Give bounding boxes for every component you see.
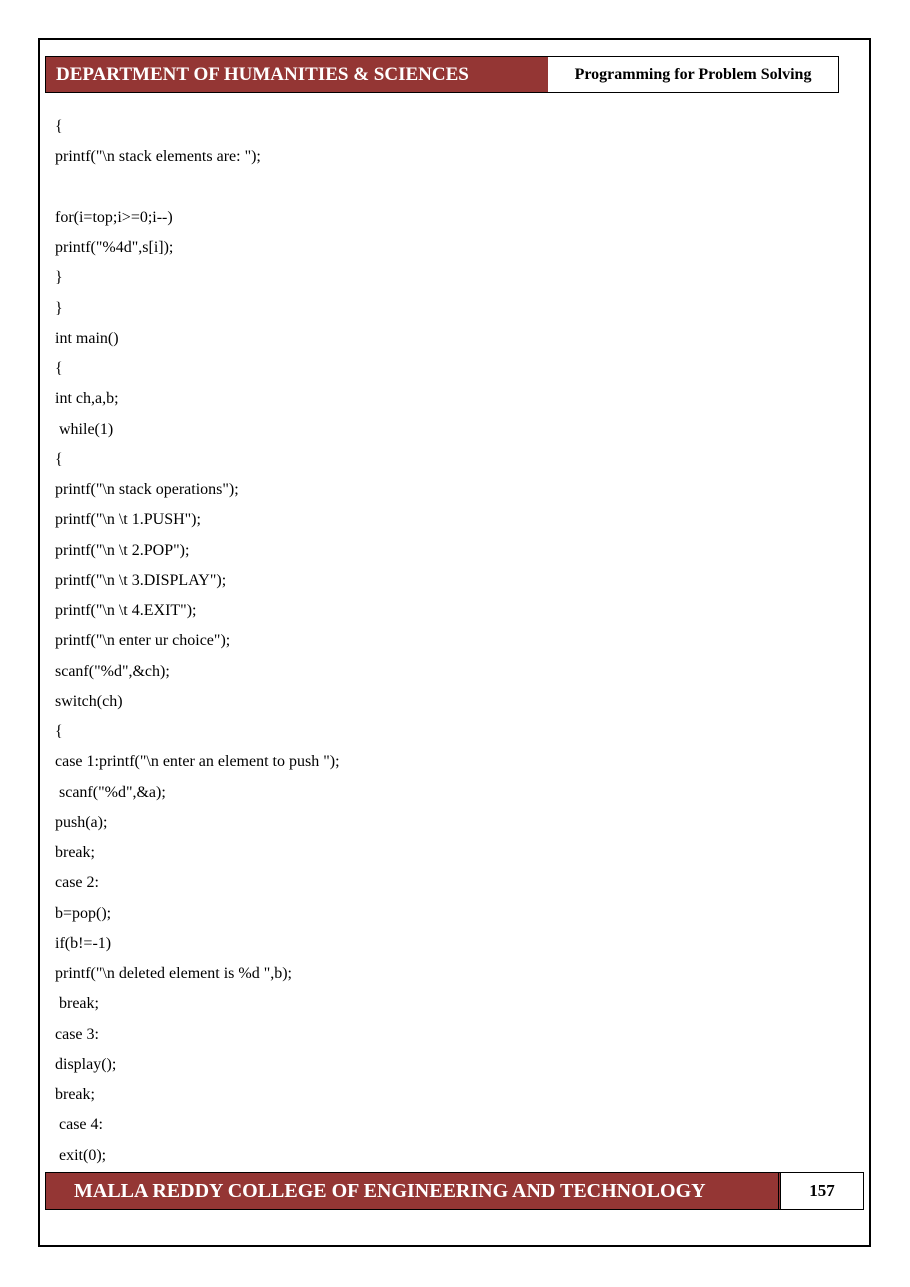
code-line: display(); (55, 1055, 117, 1073)
code-line: while(1) (55, 420, 114, 438)
code-line: exit(0); (55, 1146, 107, 1164)
code-line: break; (55, 1086, 95, 1103)
code-line: push(a); (55, 813, 108, 831)
subject-title: Programming for Problem Solving (548, 57, 838, 92)
code-line: case 3: (55, 1025, 99, 1043)
code-line: { (55, 450, 63, 468)
code-line: scanf("%d",&ch); (55, 662, 170, 680)
code-line: { (55, 118, 63, 135)
code-line: printf("\n stack operations"); (55, 481, 239, 498)
page-number: 157 (781, 1173, 863, 1209)
code-line: { (55, 360, 63, 377)
code-line: case 4: (55, 1116, 103, 1134)
code-line: printf("\n \t 2.POP"); (55, 541, 190, 559)
code-line: case 2: (55, 874, 99, 892)
code-line: scanf("%d",&a); (55, 783, 166, 801)
code-line: printf("\n enter ur choice"); (55, 632, 231, 650)
code-line: for(i=top;i>=0;i--) (55, 208, 173, 226)
code-line: printf("\n \t 3.DISPLAY"); (55, 571, 227, 589)
code-line: break; (55, 844, 95, 861)
code-line: } (55, 269, 63, 287)
code-line: case 1:printf("\n enter an element to push "); (55, 753, 340, 771)
code-line: { (55, 723, 63, 740)
code-line: break; (55, 995, 99, 1013)
code-line: } (55, 299, 63, 317)
page-header (45, 56, 839, 93)
code-line: b=pop(); (55, 904, 112, 922)
code-line: switch(ch) (55, 692, 123, 710)
college-name: MALLA REDDY COLLEGE OF ENGINEERING AND TECHNOLOGY (46, 1173, 781, 1209)
code-listing (55, 112, 835, 1171)
code-line: printf("\n stack elements are: "); (55, 148, 261, 166)
code-line: printf("\n \t 1.PUSH"); (55, 511, 201, 529)
code-line: printf("\n deleted element is %d ",b); (55, 965, 292, 982)
code-line: if(b!=-1) (55, 934, 112, 952)
code-line: printf("%4d",s[i]); (55, 239, 174, 256)
code-line: int ch,a,b; (55, 390, 119, 408)
code-line: int main() (55, 329, 119, 347)
code-line (55, 173, 835, 203)
page-footer (45, 1172, 864, 1210)
department-title: DEPARTMENT OF HUMANITIES & SCIENCES (46, 57, 548, 92)
code-line: printf("\n \t 4.EXIT"); (55, 602, 197, 619)
